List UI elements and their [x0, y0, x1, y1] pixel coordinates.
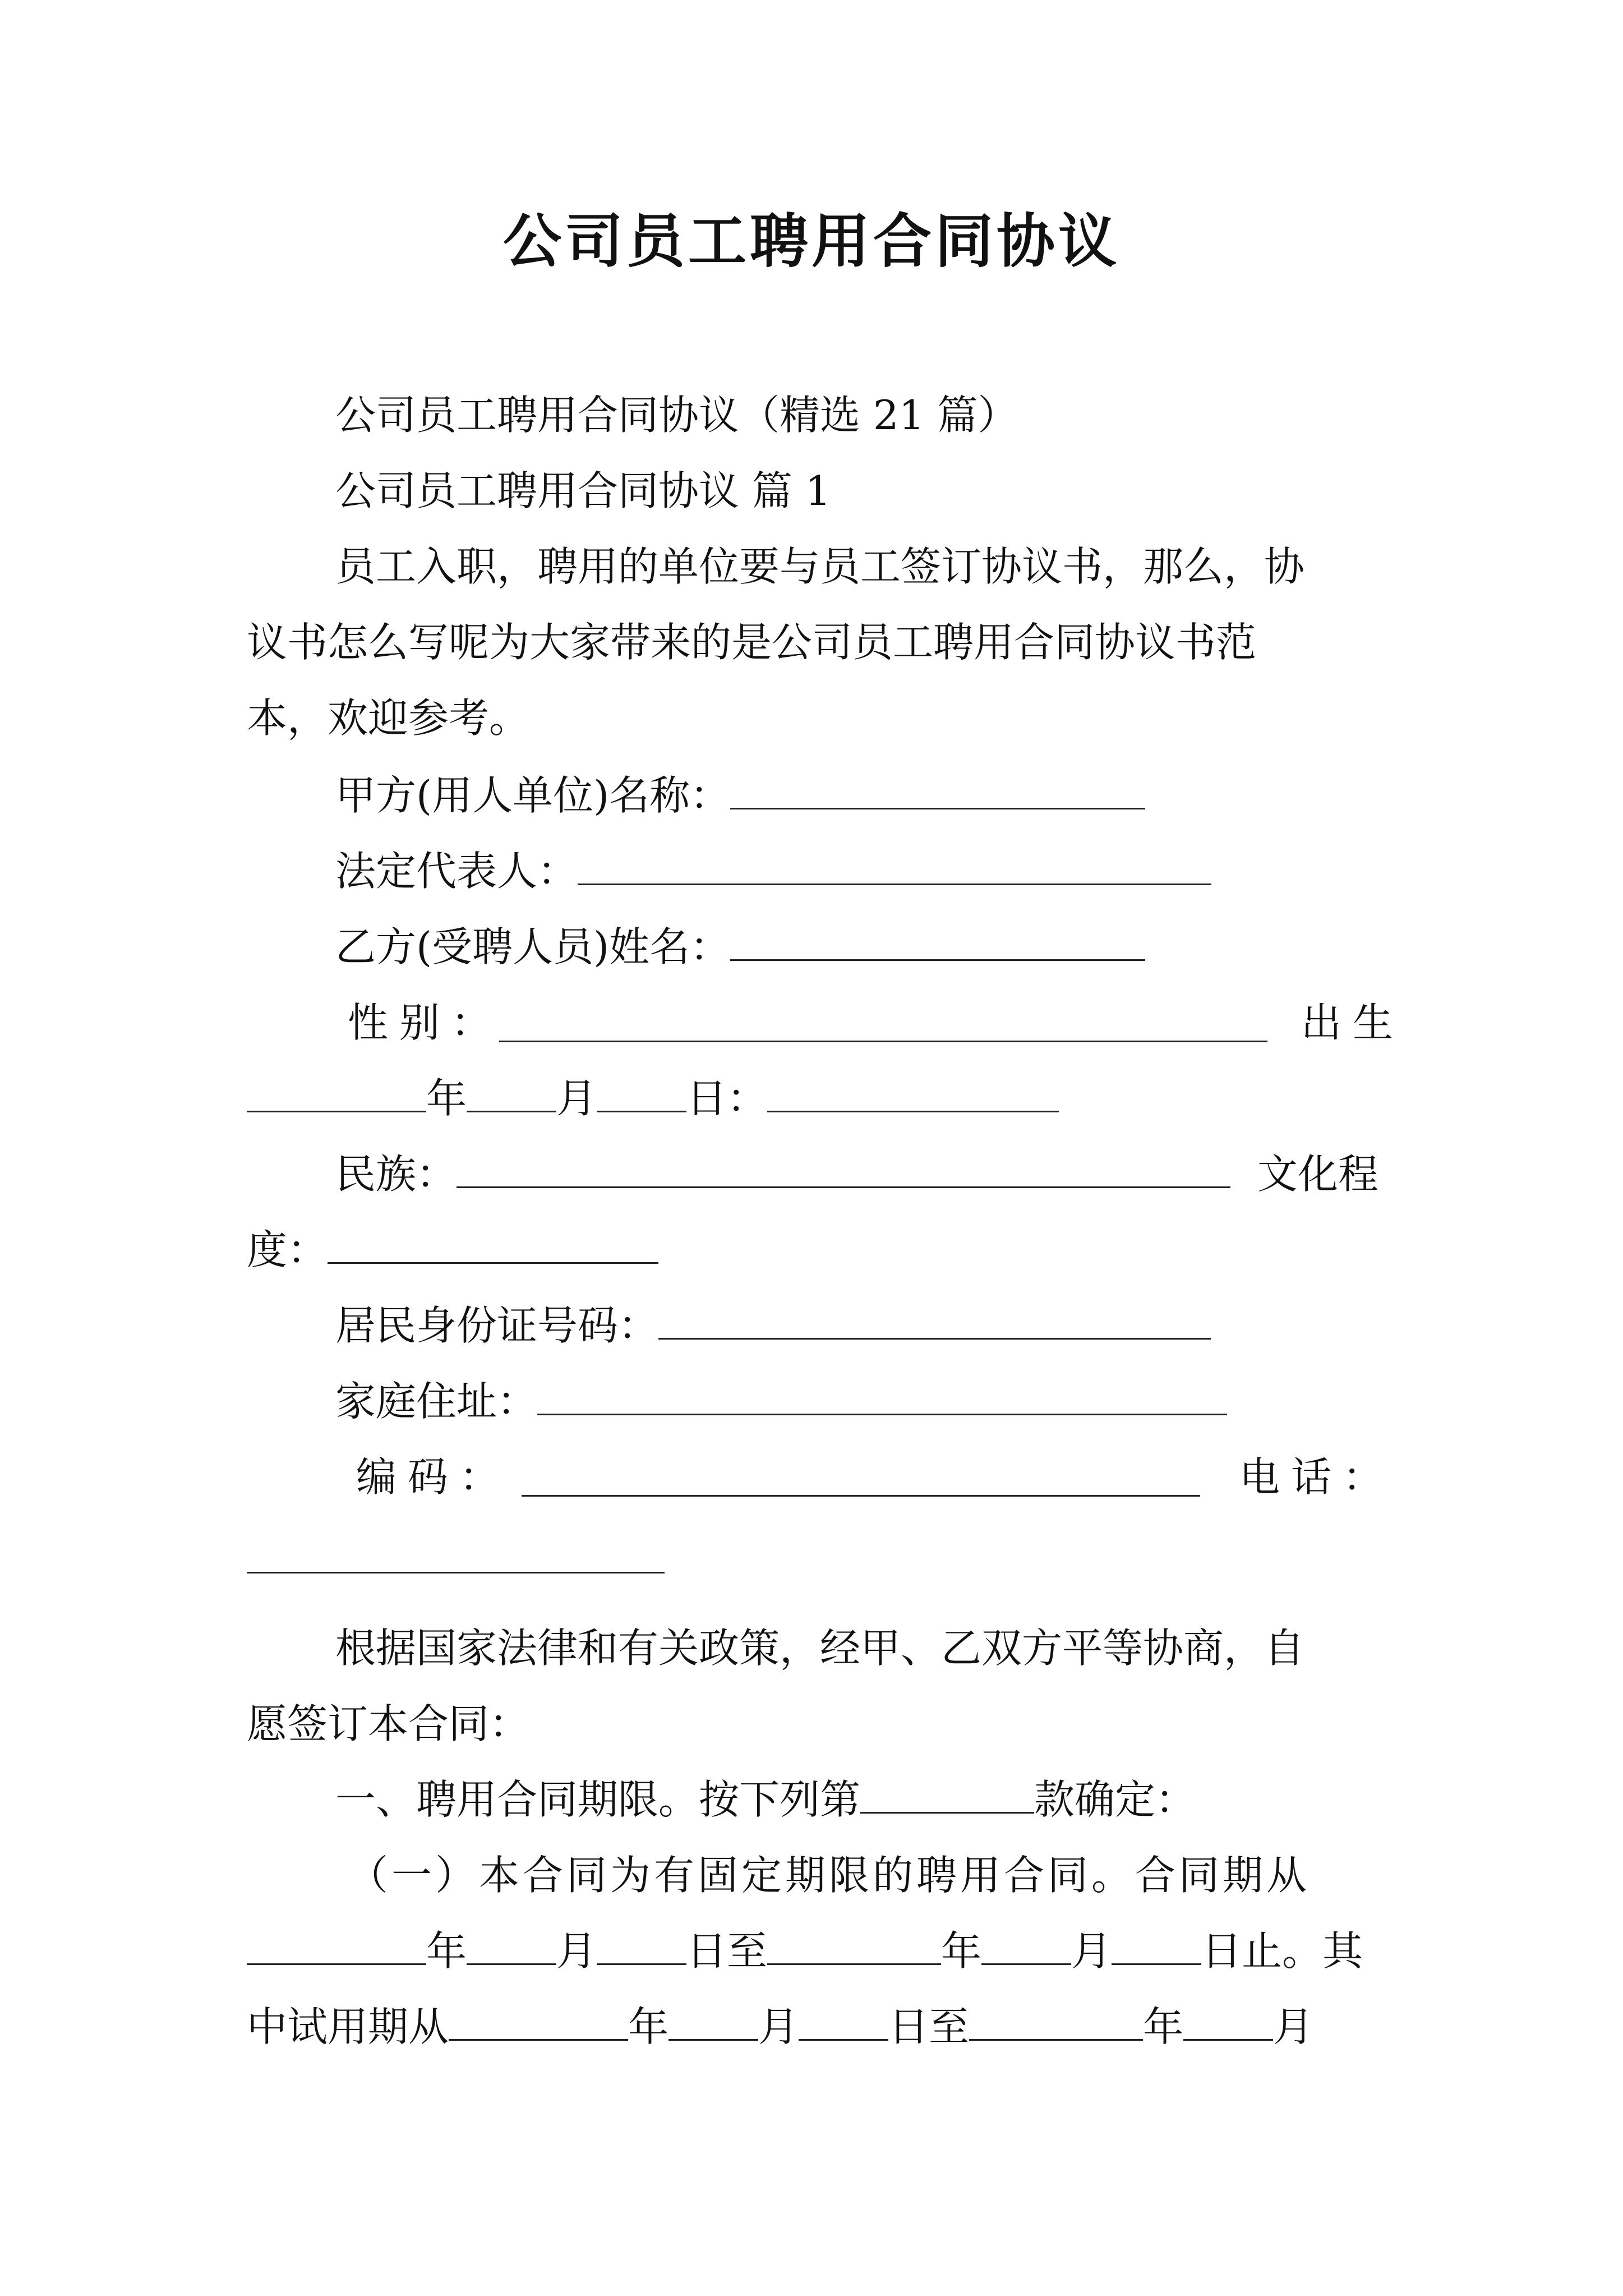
period-end-month-blank[interactable] [981, 1923, 1071, 1965]
trial-start-month-blank[interactable] [668, 1999, 758, 2041]
phone-label: 电话： [1239, 1453, 1395, 1501]
address-label: 家庭住址： [335, 1378, 538, 1425]
address-row [335, 1373, 1227, 1429]
period-end-label: 日止。其 [1201, 1927, 1363, 1975]
period-start-month-blank[interactable] [467, 1923, 556, 1965]
period-to-label: 日至 [686, 1927, 768, 1975]
document-title: 公司员工聘用合同协议 [502, 207, 1120, 275]
legal-rep-label: 法定代表人： [335, 848, 578, 895]
education-blank[interactable] [328, 1222, 658, 1264]
gender-blank[interactable] [499, 1000, 1267, 1042]
trial-start-year-label: 年 [628, 2003, 669, 2050]
period-start-year-blank[interactable] [247, 1923, 426, 1965]
intro-line-1: 员工入职，聘用的单位要与员工签订协议书，那么，协 [335, 543, 1305, 590]
postcode-label: 编码： [356, 1453, 511, 1501]
para1-line-2: 愿签订本合同： [247, 1700, 530, 1747]
trial-start-day-blank[interactable] [799, 1999, 888, 2041]
section-heading: 公司员工聘用合同协议 篇 1 [335, 467, 831, 514]
birth-year-label: 年 [426, 1075, 467, 1122]
period-end-year-blank[interactable] [767, 1923, 941, 1965]
period-end-month-label: 月 [1071, 1927, 1112, 1975]
education-row [247, 1222, 658, 1278]
contract-period-row [247, 1923, 1363, 1979]
period-start-day-blank[interactable] [597, 1923, 686, 1965]
trial-end-year-blank[interactable] [969, 1999, 1143, 2041]
party-b-blank[interactable] [730, 919, 1145, 961]
birth-day-blank[interactable] [597, 1070, 686, 1112]
birth-day-label: 日： [686, 1075, 768, 1122]
birth-extra-blank[interactable] [767, 1070, 1059, 1112]
intro-line-2: 议书怎么写呢为大家带来的是公司员工聘用合同协议书范 [247, 619, 1257, 666]
party-b-row [335, 919, 1145, 975]
period-end-year-label: 年 [941, 1927, 982, 1975]
period-start-month-label: 月 [556, 1927, 597, 1975]
id-blank[interactable] [658, 1297, 1211, 1340]
trial-to-label: 日至 [888, 2003, 970, 2050]
birth-label: 出生 [1301, 999, 1405, 1046]
trial-start-year-blank[interactable] [449, 1999, 628, 2041]
ethnicity-blank[interactable] [457, 1146, 1230, 1188]
party-a-label: 甲方(用人单位)名称： [335, 772, 731, 819]
party-a-row [335, 767, 1145, 823]
id-row [335, 1297, 1211, 1354]
period-end-day-blank[interactable] [1112, 1923, 1201, 1965]
gender-label: 性别： [348, 999, 503, 1046]
clause1-blank[interactable] [860, 1772, 1034, 1814]
birth-date-row [247, 1070, 1059, 1126]
birth-month-label: 月 [556, 1075, 597, 1122]
id-label: 居民身份证号码： [335, 1302, 659, 1349]
birth-month-blank[interactable] [467, 1070, 556, 1112]
education-label-1: 文化程 [1257, 1151, 1379, 1198]
legal-rep-row [335, 843, 1211, 899]
intro-line-3: 本，欢迎参考。 [247, 694, 530, 742]
birth-year-blank[interactable] [247, 1070, 426, 1112]
address-blank[interactable] [537, 1373, 1227, 1415]
subtitle: 公司员工聘用合同协议（精选 21 篇） [335, 392, 1018, 439]
clause1-item1: （一）本合同为有固定期限的聘用合同。合同期从 [348, 1852, 1311, 1899]
education-label-2: 度： [247, 1226, 328, 1273]
trial-start-month-label: 月 [758, 2003, 799, 2050]
legal-rep-blank[interactable] [578, 843, 1211, 885]
postcode-blank[interactable] [522, 1455, 1200, 1497]
trial-end-month-blank[interactable] [1183, 1999, 1273, 2041]
ethnicity-label: 民族： [335, 1151, 457, 1198]
clause1-row [335, 1772, 1196, 1828]
clause1-text-a: 一、聘用合同期限。按下列第 [335, 1776, 861, 1823]
clause1-text-b: 款确定： [1034, 1776, 1196, 1823]
party-a-blank[interactable] [730, 767, 1145, 809]
phone-blank[interactable] [247, 1531, 665, 1573]
party-b-label: 乙方(受聘人员)姓名： [335, 923, 731, 970]
ethnicity-row [335, 1146, 1230, 1202]
trial-period-row [247, 1999, 1313, 2055]
trial-end-year-label: 年 [1143, 2003, 1184, 2050]
period-start-year-label: 年 [426, 1927, 467, 1975]
trial-end-month-label: 月 [1273, 2003, 1314, 2050]
para1-line-1: 根据国家法律和有关政策，经甲、乙双方平等协商，自 [335, 1625, 1305, 1672]
trial-start-label: 中试用期从 [247, 2003, 449, 2050]
